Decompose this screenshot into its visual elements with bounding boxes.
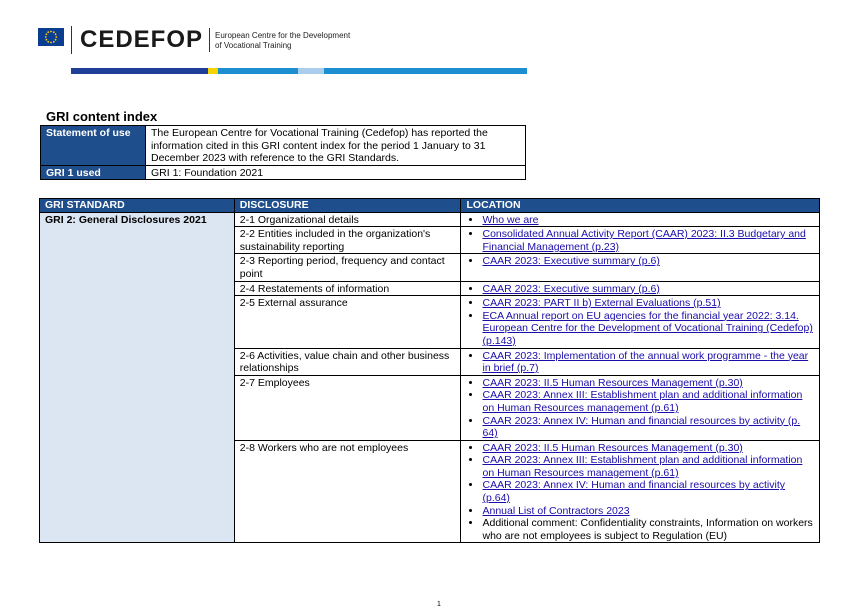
disclosure-cell: 2-8 Workers who are not employees [234,440,461,543]
location-cell [461,227,820,254]
list-item [482,228,814,253]
logo-divider [209,28,210,52]
list-item [482,517,814,542]
eu-flag-icon [38,28,64,46]
location-link[interactable]: Consolidated Annual Activity Report (CAAR) 2023: II.3 Budgetary and Financial Management (p.23) [482,228,806,253]
location-link[interactable]: CAAR 2023: Annex III: Establishment plan and additional information on Human Resources management (p.61) [482,454,803,479]
location-link[interactable]: CAAR 2023: Annex IV: Human and financial resources by activity (p. 64) [482,414,801,440]
location-link[interactable]: CAAR 2023: Executive summary (p.6) [482,282,660,295]
list-item [482,310,814,348]
logo-divider [71,26,72,54]
table-row [41,165,526,180]
table-row [40,212,820,227]
disclosure-cell: 2-7 Employees [234,375,461,440]
location-link[interactable]: CAAR 2023: Annex IV: Human and financial resources by activity (p.64) [482,479,786,505]
disclosure-cell: 2-5 External assurance [234,296,461,348]
list-item [482,214,814,227]
list-item [482,255,814,268]
disclosure-cell: 2-1 Organizational details [234,212,461,227]
gri-content-index-table [39,198,820,543]
disclosure-cell: 2-2 Entities included in the organization's sustainability reporting [234,227,461,254]
gri1-label: GRI 1 used [41,165,146,180]
location-link[interactable]: CAAR 2023: II.5 Human Resources Management (p.30) [482,376,743,389]
list-item [482,479,814,504]
column-header: GRI STANDARD [40,199,235,213]
cedefop-logo: CEDEFOP [80,26,204,53]
location-link[interactable]: CAAR 2023: Implementation of the annual work programme - the year in brief (p.7) [482,349,809,375]
table-row [41,126,526,166]
location-cell [461,348,820,375]
logo-tagline: European Centre for the Development of Vocational Training [215,31,351,50]
location-link[interactable]: CAAR 2023: Executive summary (p.6) [482,255,660,268]
list-item [482,454,814,479]
location-link[interactable]: CAAR 2023: PART II b) External Evaluations (p.51) [482,297,721,310]
list-item [482,283,814,296]
disclosure-cell: 2-4 Restatements of information [234,281,461,296]
list-item [482,505,814,518]
statement-label: Statement of use [41,126,146,166]
statement-of-use-table [40,125,526,180]
disclosure-cell: 2-6 Activities, value chain and other business relationships [234,348,461,375]
location-cell [461,375,820,440]
location-cell [461,254,820,281]
location-cell [461,281,820,296]
list-item [482,415,814,440]
location-link[interactable]: Who we are [482,213,539,226]
location-link[interactable]: CAAR 2023: II.5 Human Resources Management (p.30) [482,441,743,454]
list-item [482,297,814,310]
location-cell [461,296,820,348]
disclosure-cell: 2-3 Reporting period, frequency and contact point [234,254,461,281]
list-item [482,350,814,375]
header-color-bar [71,68,527,74]
column-header: DISCLOSURE [234,199,461,213]
location-cell [461,212,820,227]
list-item [482,377,814,390]
list-item [482,442,814,455]
location-cell [461,440,820,543]
gri1-value: GRI 1: Foundation 2021 [146,165,526,180]
additional-comment: Additional comment: Confidentiality constraints, Information on workers who are not employees is subject to Regulation (EU) [482,517,813,542]
gri-standard-cell: GRI 2: General Disclosures 2021 [40,212,235,543]
location-link[interactable]: Annual List of Contractors 2023 [482,504,630,517]
page-title: GRI content index [46,109,158,124]
page-number: 1 [437,601,441,608]
location-link[interactable]: CAAR 2023: Annex III: Establishment plan and additional information on Human Resources management (p.61) [482,389,803,414]
statement-text: The European Centre for Vocational Training (Cedefop) has reported the information cited in this GRI content index for the period 1 January to 31 December 2023 with reference to the GRI Standards. [146,126,526,166]
location-link[interactable]: ECA Annual report on EU agencies for the financial year 2022: 3.14. European Centre for the Development of Vocational Training (Cedefop) (p.143) [482,309,813,347]
table-header-row [40,199,820,213]
list-item [482,389,814,414]
column-header: LOCATION [461,199,820,213]
